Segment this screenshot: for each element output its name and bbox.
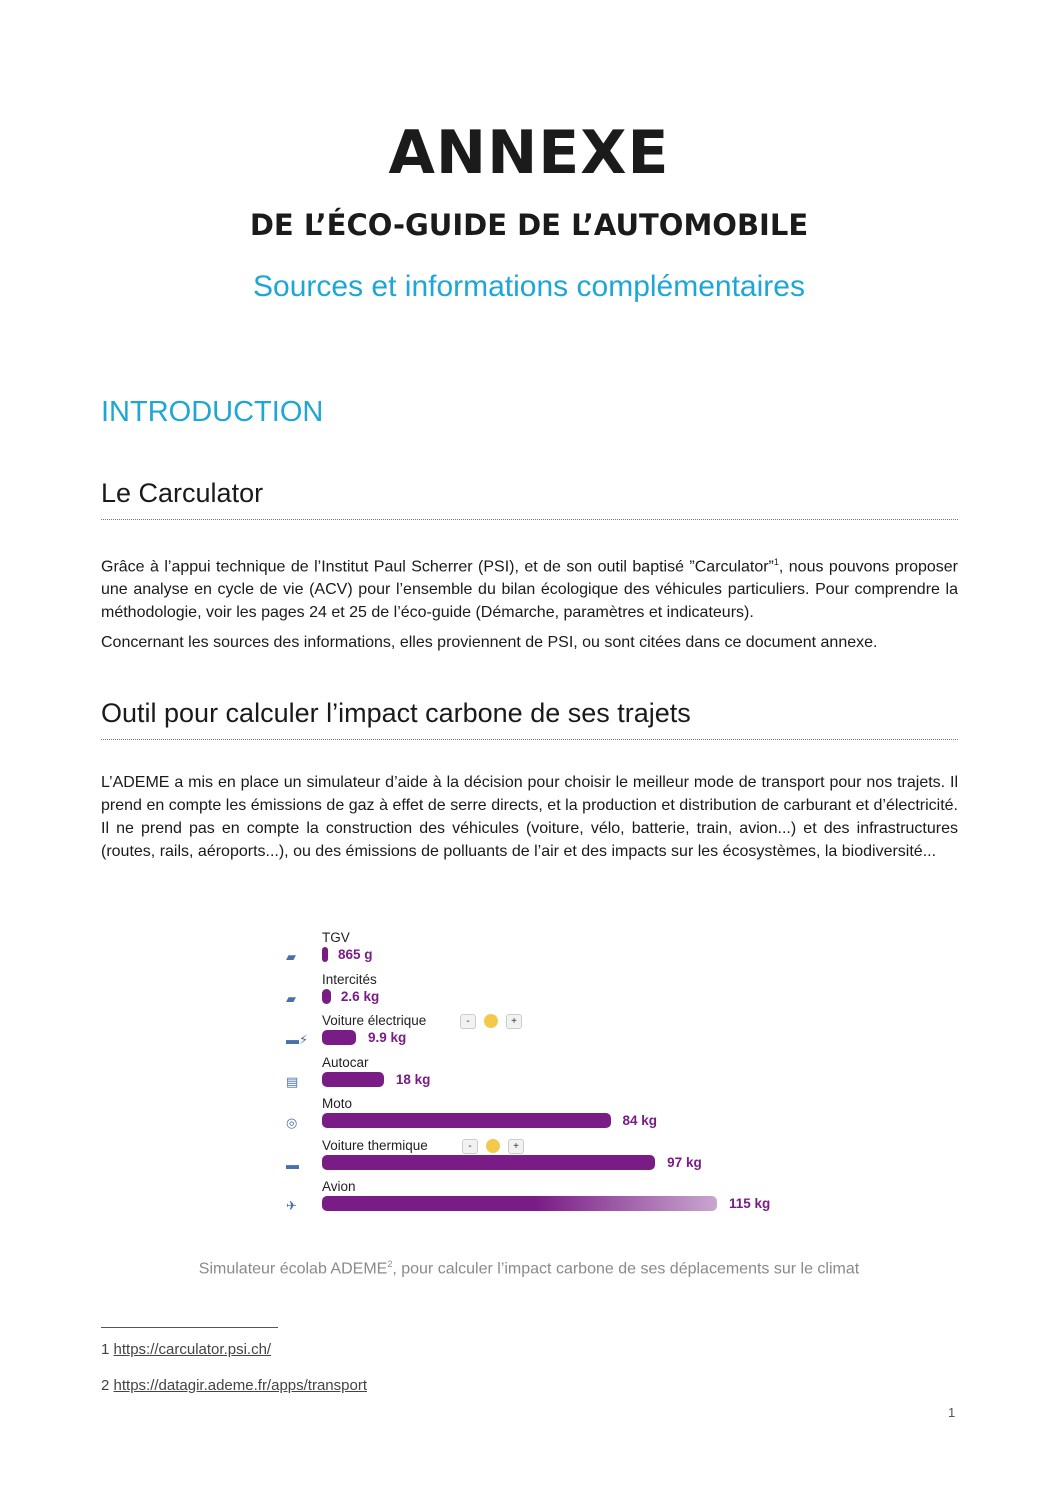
chart-row [280, 1055, 800, 1095]
footnote-2 [101, 1377, 367, 1394]
chart-row [280, 1013, 800, 1053]
carculator-heading: Le Carculator [101, 478, 958, 520]
chart-caption [0, 1259, 1058, 1278]
chart-category-label: TGV [322, 930, 350, 945]
car-icon: ▬ [286, 1156, 299, 1172]
footnote-divider [101, 1327, 278, 1328]
chart-bar [322, 1113, 611, 1128]
chart-row [280, 930, 800, 970]
caption-text-b: , pour calculer l’impact carbone de ses déplacements sur le climat [392, 1260, 860, 1278]
chart-bar [322, 1072, 384, 1087]
chart-category-label: Avion [322, 1179, 356, 1194]
electric-car-icon: ▬⚡ [286, 1032, 309, 1047]
increase-occupants-button[interactable]: + [508, 1139, 524, 1154]
chart-value-label: 115 kg [729, 1196, 771, 1211]
chart-value-label: 2.6 kg [340, 988, 380, 1004]
chart-bar [322, 947, 328, 962]
chart-category-label: Voiture thermique [322, 1137, 428, 1153]
occupant-controls [460, 1014, 530, 1029]
increase-occupants-button[interactable]: + [506, 1014, 522, 1029]
train-icon: ▰ [286, 949, 296, 964]
chart-value-label: 18 kg [395, 1071, 431, 1087]
chart-bar [322, 1155, 655, 1170]
chart-row [280, 972, 800, 1012]
document-title: ANNEXE [388, 118, 670, 188]
document-tagline: Sources et informations complémentaires [253, 270, 805, 303]
chart-category-label: Intercités [322, 971, 377, 987]
transport-emissions-chart [280, 930, 800, 1220]
caption-text-a: Simulateur écolab ADEME [198, 1260, 388, 1278]
chart-row [280, 1179, 800, 1219]
footnote-1-number: 1 [101, 1341, 110, 1358]
document-subtitle: DE L’ÉCO-GUIDE DE L’AUTOMOBILE [249, 208, 809, 242]
motorcycle-icon: ◎ [286, 1115, 298, 1130]
chart-value-label: 97 kg [667, 1154, 702, 1170]
footnote-ref-1[interactable]: 1 [773, 557, 779, 567]
bus-icon: ▤ [286, 1073, 299, 1089]
chart-row [280, 1096, 800, 1136]
impact-tool-paragraph: L’ADEME a mis en place un simulateur d’aide à la décision pour choisir le meilleur mode de transport pour nos trajets. Il prend en compte les émissions de gaz à effet de serre directs, et la production et distribution de carburant et d’électricité. Il ne prend pas en compte la construction des véhicules (voiture, vélo, batterie, train, avion...) et des infrastructures (routes, rails, aéroports...), ou des émissions de polluants de l’air et des impacts sur les écosystèmes, la biodiversité... [101, 774, 958, 860]
footnote-ref-2[interactable]: 2 [387, 1259, 393, 1269]
chart-value-label: 865 g [338, 947, 373, 962]
impact-tool-heading: Outil pour calculer l’impact carbone de ses trajets [101, 698, 958, 740]
carculator-text-a: Grâce à l’appui technique de l’Institut Paul Scherrer (PSI), et de son outil baptisé ”Carculator” [101, 558, 774, 576]
occupant-controls [462, 1139, 532, 1154]
airplane-icon: ✈ [286, 1198, 297, 1213]
footnote-1 [101, 1341, 271, 1358]
carculator-paragraph [101, 551, 958, 624]
chart-category-label: Moto [322, 1096, 353, 1111]
page-number: 1 [948, 1405, 956, 1420]
chart-bar [322, 989, 331, 1004]
sources-paragraph: Concernant les sources des informations, elles proviennent de PSI, ou sont citées dans ce document annexe. [101, 634, 878, 651]
chart-value-label: 84 kg [622, 1113, 658, 1128]
decrease-occupants-button[interactable]: - [460, 1014, 476, 1029]
footnote-2-link[interactable]: https://datagir.ademe.fr/apps/transport [113, 1377, 367, 1394]
introduction-heading: INTRODUCTION [101, 396, 324, 428]
chart-category-label: Autocar [322, 1054, 369, 1070]
carculator-text-b: , nous pouvons proposer une analyse en cycle de vie (ACV) pour l’ensemble du bilan écologique des véhicules particuliers. Pour comprendre la méthodologie, voir les pages 24 et 25 de l’éco-guide (Démarche, paramètres et indicateurs). [101, 558, 958, 622]
chart-row [280, 1138, 800, 1178]
footnote-1-link[interactable]: https://carculator.psi.ch/ [113, 1341, 272, 1358]
chart-category-label: Voiture électrique [322, 1013, 427, 1028]
chart-bar [322, 1196, 717, 1211]
passenger-icon [484, 1014, 498, 1028]
train-icon: ▰ [286, 990, 296, 1006]
chart-value-label: 9.9 kg [368, 1030, 407, 1045]
decrease-occupants-button[interactable]: - [462, 1139, 478, 1154]
passenger-icon [486, 1139, 500, 1153]
footnote-2-number: 2 [101, 1377, 110, 1394]
chart-bar [322, 1030, 356, 1045]
